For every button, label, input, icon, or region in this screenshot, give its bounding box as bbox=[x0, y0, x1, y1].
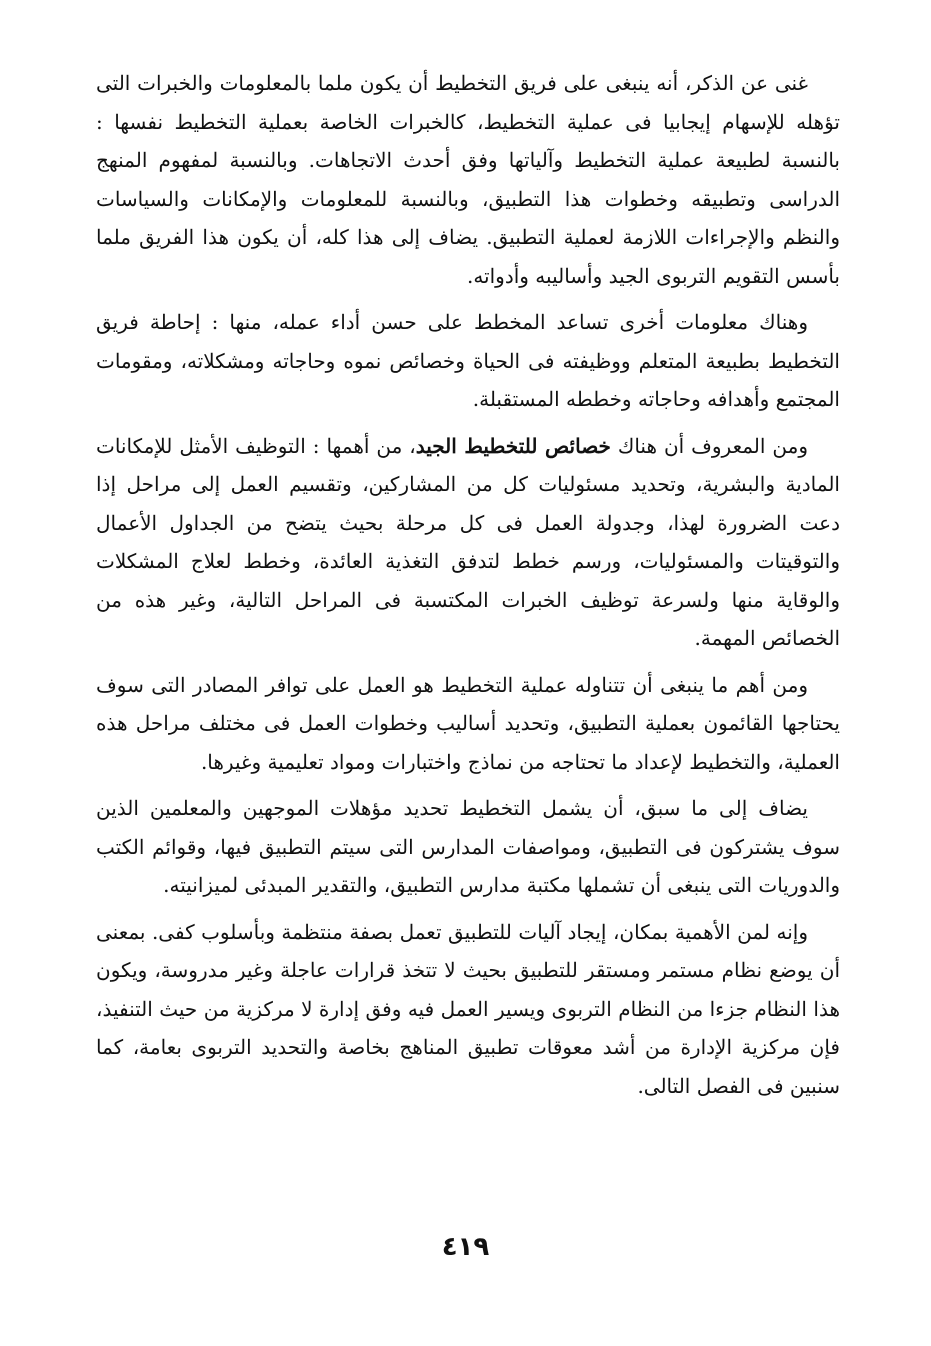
emphasized-term: خصائص للتخطيط الجيد bbox=[415, 433, 611, 458]
paragraph-1: غنى عن الذكر، أنه ينبغى على فريق التخطيط أن يكون ملما بالمعلومات والخبرات التى تؤهله للإسهام إيجابيا فى عملية التخطيط، كالخبرات الخاصة بعملية التخطيط نفسها : بالنسبة لطبيعة عملية التخطيط وآلياتها وفق أحدث الاتجاهات. وبالنسبة لمفهوم المنهج الدراسى وتطبيقه وخطوات هذا التطبيق، وبالنسبة للمعلومات والإمكانات والسياسات والنظم والإجراءات اللازمة لعملية التطبيق. يضاف إلى هذا كله، أن يكون هذا الفريق ملما بأسس التقويم التربوى الجيد وأساليبه وأدواته. bbox=[96, 71, 840, 288]
paragraph-3 bbox=[96, 427, 840, 658]
paragraph-3-body: ، من أهمها : التوظيف الأمثل للإمكانات المادية والبشرية، وتحديد مسئوليات كل من المشاركين، وتقسيم العمل إلى مراحل إذا دعت الضرورة لهذا، وجدولة العمل فى كل مرحلة بحيث يتضح من الجداول الأعمال والتوقيتات والمسئوليات، ورسم خطط لتدفق التغذية العائدة، وخطط لعلاج المشكلات والوقاية منها ولسرعة توظيف الخبرات المكتسبة فى المراحل التالية، وغير هذه من الخصائص المهمة. bbox=[96, 433, 840, 650]
paragraph-6: وإنه لمن الأهمية بمكان، إيجاد آليات للتطبيق تعمل بصفة منتظمة وبأسلوب كفى. بمعنى أن يوضع نظام مستمر ومستقر للتطبيق بحيث لا تتخذ قرارات عاجلة وغير مدروسة، ويكون هذا النظام جزءا من النظام التربوى ويسير العمل فيه وفق إدارة لا مركزية من حيث التنفيذ، فإن مركزية الإدارة من أشد معوقات تطبيق المناهج بخاصة والتحديد التربوى بعامة، كما سنبين فى الفصل التالى. bbox=[96, 919, 840, 1098]
paragraph-3-intro: ومن المعروف أن هناك bbox=[610, 433, 809, 458]
document-body bbox=[96, 64, 840, 1113]
paragraph-2: وهناك معلومات أخرى تساعد المخطط على حسن أداء عمله، منها : إحاطة فريق التخطيط بطبيعة المتعلم ووظيفته فى الحياة وخصائص نموه وحاجاته ومشكلاته، ومقومات المجتمع وأهدافه وحاجاته وخططه المستقبلة. bbox=[96, 310, 840, 411]
paragraph-4: ومن أهم ما ينبغى أن تتناوله عملية التخطيط هو العمل على توافر المصادر التى سوف يحتاجها القائمون بعملية التطبيق، وتحديد أساليب وخطوات العمل فى مختلف مراحل هذه العملية، والتخطيط لإعداد ما تحتاجه من نماذج واختبارات ومواد تعليمية وغيرها. bbox=[96, 672, 840, 774]
paragraph-5: يضاف إلى ما سبق، أن يشمل التخطيط تحديد مؤهلات الموجهين والمعلمين الذين سوف يشتركون فى التطبيق، ومواصفات المدارس التى سيتم التطبيق فيها، وقوائم الكتب والدوريات التى ينبغى أن تشملها مكتبة مدارس التطبيق، والتقدير المبدئى لميزانيته. bbox=[96, 796, 840, 897]
page-number: ٤١٩ bbox=[441, 1232, 490, 1262]
